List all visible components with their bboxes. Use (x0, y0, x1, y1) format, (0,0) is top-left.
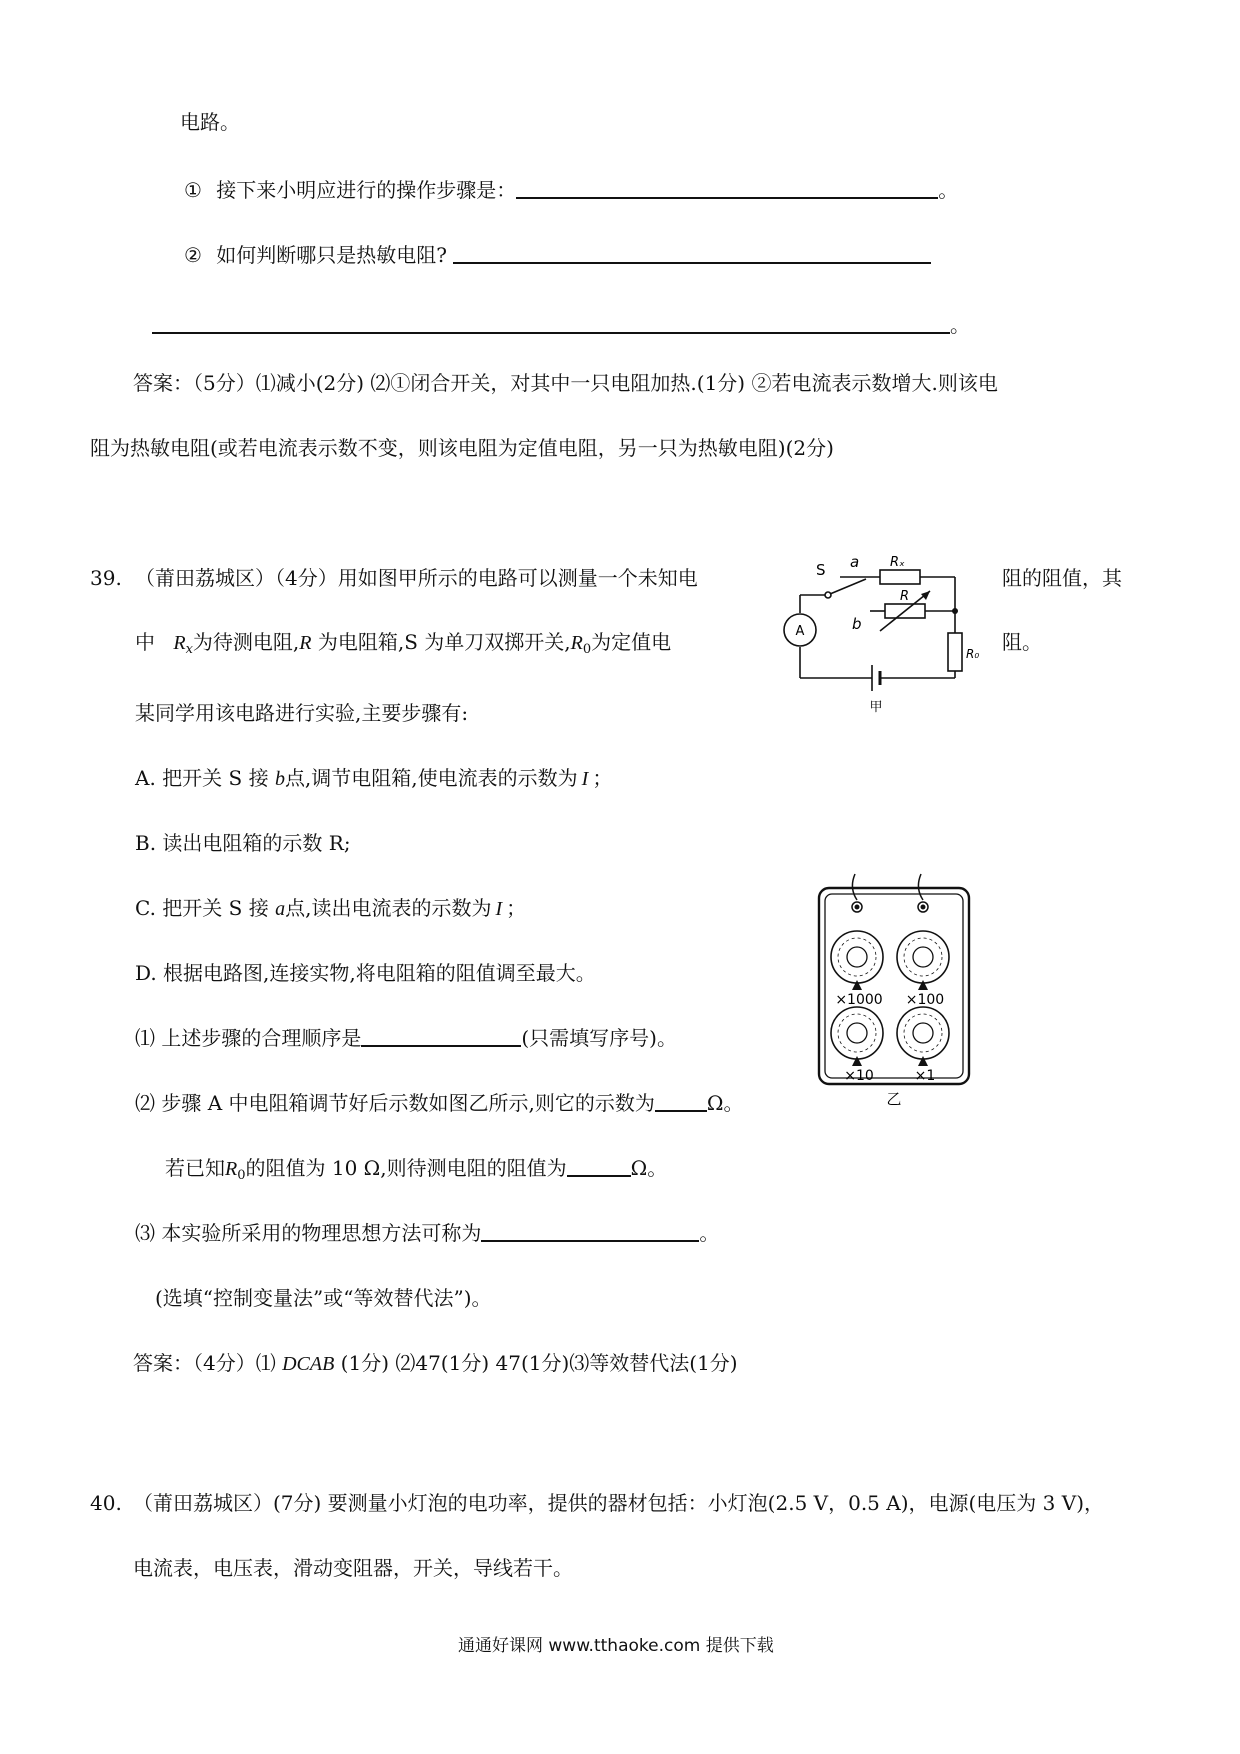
sub2-answer-blank[interactable] (655, 1110, 707, 1112)
q1-label: ① (184, 178, 202, 202)
step-a-pre: A. 把开关 S 接 (135, 766, 269, 790)
q2-row (184, 245, 931, 265)
q39-number: 39. (90, 566, 122, 590)
rx-symbol: R (173, 632, 186, 654)
node-b-label: b (852, 615, 862, 633)
q39-intro-a: （莆田荔城区）（4分）用如图甲所示的电路可以测量一个未知电 (135, 566, 698, 590)
q2-answer-blank[interactable] (453, 262, 931, 264)
q39-line2-mid2: 为电阻箱,S 为单刀双掷开关, (317, 630, 571, 654)
q39-line2-mid1: 为待测电阻, (192, 630, 300, 654)
sub3-answer-blank[interactable] (481, 1240, 699, 1242)
q39-line2-pre: 中 (135, 630, 155, 654)
step-a-b: b (274, 768, 285, 790)
switch-label: S (816, 561, 826, 579)
r0-label: R₀ (966, 647, 980, 661)
step-a-end: ； (592, 766, 613, 790)
sub1 (135, 1028, 677, 1048)
figure-jia-caption: 甲 (869, 700, 883, 715)
multiplier-1-label: ×1 (914, 1068, 936, 1084)
sub2b-pre: 若已知 (165, 1156, 225, 1180)
q39-line2 (135, 632, 671, 656)
sub2b-sub: 0 (237, 1168, 246, 1183)
r-label: R (900, 589, 910, 604)
sub2-end: Ω。 (706, 1091, 744, 1115)
q39-line2-end: 阻。 (1002, 630, 1042, 654)
resistance-box-yi (815, 870, 975, 1110)
multiplier-10-label: ×10 (844, 1068, 874, 1084)
step-c-i: I (495, 898, 503, 920)
q1-answer-blank[interactable] (516, 197, 938, 199)
q2-row2 (152, 315, 970, 335)
sub2b-mid: 的阻值为 10 Ω,则待测电阻的阻值为 (245, 1156, 567, 1180)
q39-answer-dcab: DCAB (282, 1353, 335, 1375)
circuit-end-text: 电路。 (180, 110, 240, 134)
step-c-a: a (275, 898, 286, 920)
step-a-mid: 点,调节电阻箱,使电流表的示数为 (284, 766, 578, 790)
sub2-pre: ⑵ 步骤 A 中电阻箱调节好后示数如图乙所示,则它的示数为 (135, 1091, 655, 1115)
ammeter-label: A (795, 624, 805, 639)
q39-steps-intro: 某同学用该电路进行实验,主要步骤有: (135, 701, 469, 725)
step-c (135, 898, 526, 919)
footer-text: 通通好课网 www.tthaoke.com 提供下载 (458, 1636, 774, 1656)
r-symbol: R (299, 632, 312, 654)
q2-label: ② (184, 243, 202, 267)
q40-line2: 电流表，电压表，滑动变阻器，开关，导线若干。 (133, 1556, 573, 1580)
q1-row (184, 180, 958, 200)
q40-number: 40. (90, 1491, 122, 1515)
top-answer-line1: 答案：（5分）⑴减小(2分) ⑵①闭合开关，对其中一只电阻加热.(1分) ②若电流表示数增大.则该电 (133, 371, 998, 395)
q40-line1: （莆田荔城区）(7分) 要测量小灯泡的电功率，提供的器材包括：小灯泡(2.5 V，0.5 A)，电源(电压为 3 V)， (133, 1491, 1104, 1515)
sub3 (135, 1223, 719, 1243)
step-a (135, 768, 612, 789)
step-a-i: I (581, 768, 589, 790)
sub3-note: (选填“控制变量法”或“等效替代法”)。 (155, 1286, 492, 1310)
top-answer-line2: 阻为热敏电阻(或若电流表示数不变，则该电阻为定值电阻，另一只为热敏电阻)(2分) (90, 436, 834, 460)
sub3-end: 。 (699, 1221, 720, 1245)
sub2b-r: R (225, 1158, 238, 1180)
step-d: D. 根据电路图,连接实物,将电阻箱的阻值调至最大。 (135, 961, 596, 985)
sub2 (135, 1093, 743, 1113)
q2-end: 。 (950, 313, 970, 337)
node-a-label: a (850, 553, 860, 571)
multiplier-100-label: ×100 (905, 992, 945, 1008)
figure-yi-caption: 乙 (886, 1090, 902, 1108)
q1-end: 。 (938, 178, 959, 202)
step-b: B. 读出电阻箱的示数 R; (135, 831, 351, 855)
sub1-answer-blank[interactable] (361, 1045, 521, 1047)
q39-answer-post: (1分) ⑵47(1分) 47(1分)⑶等效替代法(1分) (340, 1351, 738, 1375)
r0-symbol: R (570, 632, 583, 654)
sub2b-end: Ω。 (630, 1156, 668, 1180)
step-c-mid: 点,读出电流表的示数为 (285, 896, 492, 920)
sub2b (165, 1158, 667, 1182)
rx-label: Rₓ (890, 555, 905, 570)
q2-text: 如何判断哪只是热敏电阻? (216, 243, 448, 267)
multiplier-1000-label: ×1000 (835, 992, 883, 1008)
step-c-pre: C. 把开关 S 接 (135, 896, 269, 920)
q39-answer (133, 1353, 738, 1374)
sub2b-answer-blank[interactable] (567, 1175, 631, 1177)
rx-subscript: x (185, 642, 193, 657)
sub3-pre: ⑶ 本实验所采用的物理思想方法可称为 (135, 1221, 482, 1245)
circuit-diagram-jia (780, 553, 990, 718)
q39-answer-pre: 答案：（4分）⑴ (133, 1351, 276, 1375)
q39-intro-b: 阻的阻值，其 (1002, 566, 1122, 590)
sub1-pre: ⑴ 上述步骤的合理顺序是 (135, 1026, 362, 1050)
q39-line2-mid3: 为定值电 (591, 630, 672, 654)
step-c-end: ； (506, 896, 527, 920)
r0-subscript: 0 (582, 642, 592, 657)
sub1-end: (只需填写序号)。 (521, 1026, 677, 1050)
q2-answer-blank-2[interactable] (152, 332, 950, 334)
q1-text: 接下来小明应进行的操作步骤是： (216, 178, 517, 202)
